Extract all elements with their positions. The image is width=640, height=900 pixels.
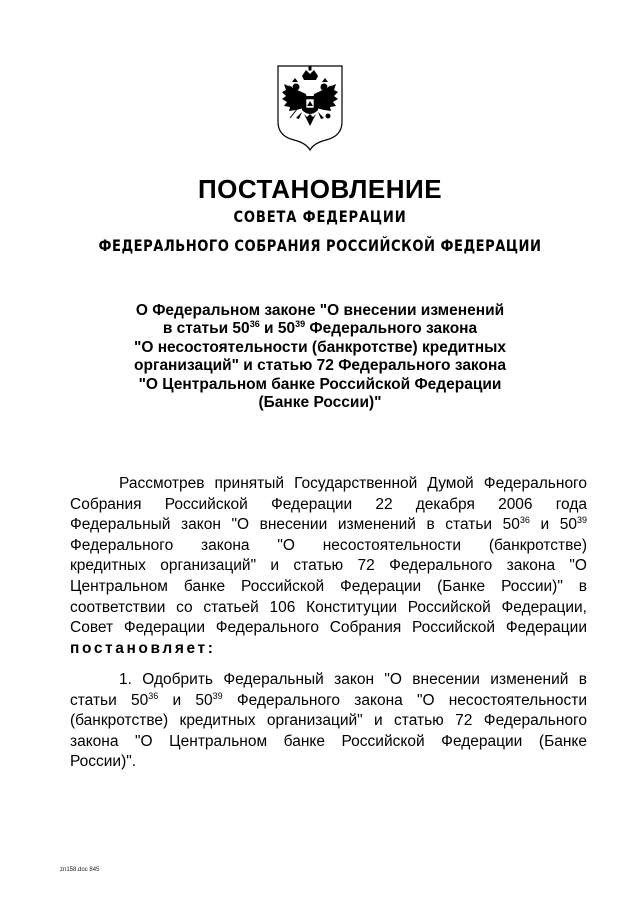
subject-line-4: организаций" и статью 72 Федерального закона bbox=[134, 357, 506, 375]
superscript: 39 bbox=[212, 690, 223, 701]
paragraph-line: Собрания Российской Федерации 22 декабря 2006 года bbox=[70, 495, 587, 513]
paragraph-line: соответствии со статьей 106 Конституции Российской Федерации, bbox=[70, 598, 587, 616]
paragraph-line: 1. Одобрить Федеральный закон "О внесении изменений в bbox=[119, 671, 587, 688]
paragraph-line: Совет Федерации Федерального Собрания Российской Федерации bbox=[70, 619, 587, 637]
paragraph-line: закона "О Центральном банке Российской Федерации (Банке bbox=[70, 732, 587, 750]
paragraph-line: Рассмотрев принятый Государственной Думой Федерального bbox=[119, 475, 587, 492]
superscript: 39 bbox=[576, 515, 587, 526]
paragraph-line bbox=[70, 515, 587, 536]
paragraph-text: и 50 bbox=[529, 516, 577, 534]
paragraph-text: Федеральный закон "О внесении изменений в статьи 50 bbox=[70, 516, 520, 534]
federal-assembly-name: ФЕДЕРАЛЬНОГО СОБРАНИЯ РОССИЙСКОЙ ФЕДЕРАЦИИ bbox=[98, 236, 542, 255]
russian-coat-of-arms-icon bbox=[276, 64, 344, 152]
document-file-code: zn158.doc 845 bbox=[60, 867, 100, 873]
subject-text: Федерального закона bbox=[305, 320, 478, 338]
subject-line-6: (Банке России)" bbox=[258, 394, 382, 412]
paragraph-text: Федерального закона "О несостоятельности bbox=[222, 691, 587, 709]
subject-text: и 50 bbox=[259, 320, 296, 338]
paragraph-text: статьи 50 bbox=[70, 691, 149, 709]
superscript: 36 bbox=[249, 319, 260, 330]
paragraph-line: Центральном банке Российской Федерации (Банке России)" в bbox=[70, 577, 587, 595]
resolution-subject bbox=[100, 302, 540, 412]
paragraph-line bbox=[70, 691, 587, 712]
superscript: 39 bbox=[295, 319, 306, 330]
paragraph-text: и 50 bbox=[158, 691, 213, 709]
paragraph-line: (банкротстве) кредитных организаций" и статью 72 Федерального bbox=[70, 712, 587, 730]
superscript: 36 bbox=[148, 690, 159, 701]
paragraph-line: кредитных организаций" и статью 72 Федерального закона "О bbox=[70, 557, 587, 575]
superscript: 36 bbox=[519, 515, 530, 526]
council-name: СОВЕТА ФЕДЕРАЦИИ bbox=[233, 207, 407, 226]
subject-line-1: О Федеральном законе "О внесении изменений bbox=[135, 302, 505, 319]
subject-line-3: "О несостоятельности (банкротстве) кредитных bbox=[133, 338, 506, 356]
resolves-keyword: постановляет: bbox=[70, 639, 216, 657]
paragraph-line bbox=[70, 639, 587, 660]
subject-line-5: "О Центральном банке Российской Федерации bbox=[138, 375, 502, 393]
preamble-paragraph bbox=[70, 474, 587, 659]
coat-of-arms-emblem bbox=[276, 64, 344, 152]
paragraph-line: России)". bbox=[70, 753, 137, 771]
resolution-item-1 bbox=[70, 670, 587, 773]
paragraph-line: Федерального закона "О несостоятельности (банкротстве) bbox=[70, 536, 587, 554]
subject-text: в статьи 50 bbox=[162, 320, 250, 338]
document-title: ПОСТАНОВЛЕНИЕ bbox=[197, 174, 443, 204]
subject-line-2 bbox=[100, 320, 540, 338]
